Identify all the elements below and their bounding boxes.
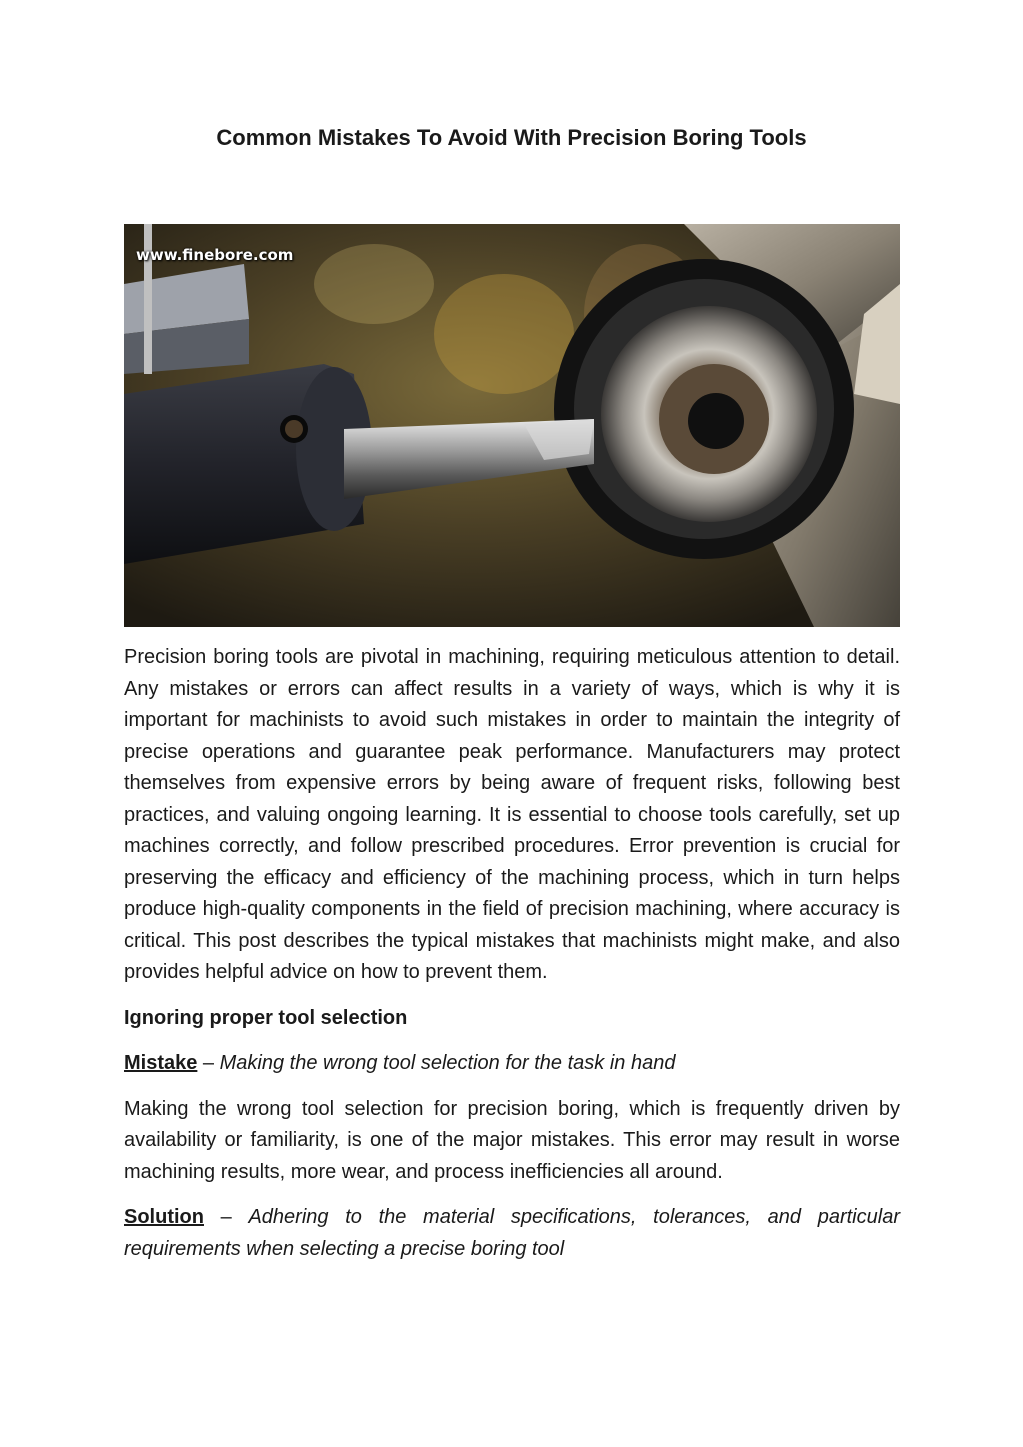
solution-label: Solution: [124, 1206, 204, 1228]
photo-illustration: [124, 224, 900, 627]
solution-dash: –: [203, 1206, 249, 1228]
section-heading: Ignoring proper tool selection: [124, 1006, 408, 1029]
mistake-label: Mistake: [124, 1052, 198, 1074]
solution-line: [124, 1202, 900, 1265]
boring-tool-photo: [124, 224, 900, 627]
solution-summary: Adhering to the material specifications, tolerances, and particular requirements when selecting a precise boring tool: [124, 1206, 900, 1260]
photo-watermark: www.finebore.com: [136, 246, 294, 264]
mistake-line: [124, 1048, 900, 1080]
article-body: [124, 642, 900, 1279]
mistake-dash: –: [197, 1052, 220, 1074]
document-title: Common Mistakes To Avoid With Precision Boring Tools: [216, 125, 807, 150]
intro-paragraph: Precision boring tools are pivotal in machining, requiring meticulous attention to detail. Any mistakes or errors can affect results in a variety of ways, which is why it is important for machinists to avoid such mistakes in order to maintain the integrity of precise operations and guarantee peak performance. Manufacturers may protect themselves from expensive errors by being aware of frequent risks, following best practices, and valuing ongoing learning. It is essential to choose tools carefully, set up machines correctly, and follow prescribed procedures. Error prevention is crucial for preserving the efficacy and efficiency of the machining process, which in turn helps produce high-quality components in the field of precision machining, where accuracy is critical. This post describes the typical mistakes that machinists might make, and also provides helpful advice on how to prevent them.: [124, 646, 900, 983]
mistake-summary: Making the wrong tool selection for the task in hand: [219, 1052, 676, 1074]
mistake-paragraph: Making the wrong tool selection for precision boring, which is frequently driven by availability or familiarity, is one of the major mistakes. This error may result in worse machining results, more wear, and process inefficiencies all around.: [124, 1097, 900, 1183]
